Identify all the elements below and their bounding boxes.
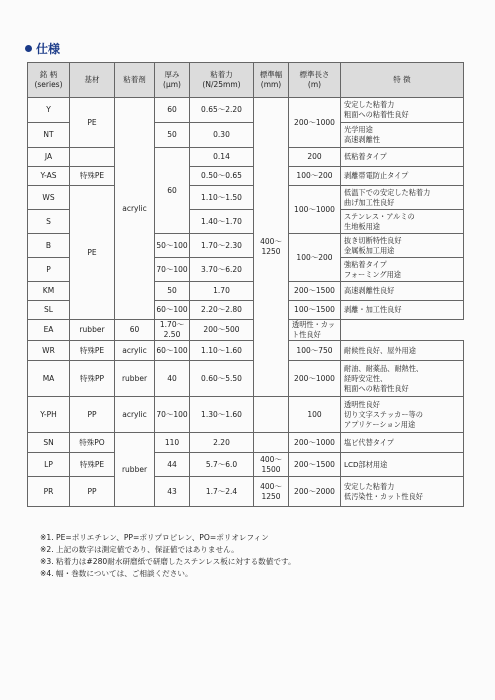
feature-cell: 低粘着タイプ <box>341 148 464 167</box>
series-cell: Y <box>28 98 70 123</box>
force-cell: 0.30 <box>190 123 254 148</box>
thickness-cell: 50～100 <box>155 234 190 258</box>
length-cell: 100～200 <box>289 167 341 186</box>
note: ※2. 上記の数字は測定値であり、保証値ではありません。 <box>40 545 239 554</box>
adhesive-cell: acrylic <box>115 98 155 320</box>
feature-cell: 耐油、耐薬品、耐熱性、 経時安定性、 粗面への粘着性良好 <box>341 361 464 397</box>
feature-cell: 低温下での安定した粘着力 曲げ加工性良好 <box>341 186 464 210</box>
thickness-cell: 70～100 <box>155 258 190 282</box>
thickness-cell: 60～100 <box>155 341 190 361</box>
table-row <box>28 98 464 123</box>
spec-table <box>27 62 464 507</box>
base-cell: 特殊PE <box>70 453 115 477</box>
length-cell: 100 <box>289 397 341 433</box>
adhesive-cell: rubber <box>70 320 115 341</box>
table-row <box>28 148 464 167</box>
table-row <box>28 186 464 210</box>
base-cell: 特殊PO <box>70 433 115 453</box>
feature-cell: 高速剥離性良好 <box>341 282 464 301</box>
feature-cell: 抜き切断特性良好 金属板加工用途 <box>341 234 464 258</box>
thickness-cell: 110 <box>155 433 190 453</box>
series-cell: S <box>28 210 70 234</box>
base-cell <box>70 148 115 167</box>
series-cell: LP <box>28 453 70 477</box>
length-cell: 200～1000 <box>289 361 341 397</box>
series-cell: SN <box>28 433 70 453</box>
force-cell: 3.70～6.20 <box>190 258 254 282</box>
header-length: 標準長さ (m) <box>289 63 341 98</box>
force-cell: 1.40～1.70 <box>190 210 254 234</box>
feature-cell: 剥離帯電防止タイプ <box>341 167 464 186</box>
force-cell: 1.10～1.60 <box>190 341 254 361</box>
section-title-text: 仕様 <box>36 42 61 56</box>
thickness-cell: 50 <box>155 282 190 301</box>
header-base: 基材 <box>70 63 115 98</box>
length-cell: 200～2000 <box>289 477 341 507</box>
series-cell: WR <box>28 341 70 361</box>
table-row <box>28 167 464 186</box>
series-cell: EA <box>28 320 70 341</box>
length-cell: 200～1500 <box>289 453 341 477</box>
base-cell: 特殊PE <box>70 167 115 186</box>
feature-cell: 安定した粘着力 粗面への粘着性良好 <box>341 98 464 123</box>
bullet-icon <box>25 45 32 52</box>
length-cell: 100～200 <box>289 234 341 282</box>
feature-cell: ステンレス・アルミの 生地板用途 <box>341 210 464 234</box>
feature-cell: 強粘着タイプ フォーミング用途 <box>341 258 464 282</box>
base-cell: PP <box>70 477 115 507</box>
feature-cell: 透明性・カット性良好 <box>289 320 341 341</box>
table-row <box>28 477 464 507</box>
force-cell: 0.60～5.50 <box>190 361 254 397</box>
series-cell: JA <box>28 148 70 167</box>
base-cell: PP <box>70 397 115 433</box>
series-cell: NT <box>28 123 70 148</box>
section-title <box>25 40 60 57</box>
thickness-cell: 60 <box>115 320 155 341</box>
width-cell: 400～ 1500 <box>254 453 289 477</box>
base-cell: PE <box>70 186 115 320</box>
series-cell: Y-AS <box>28 167 70 186</box>
force-cell: 0.65～2.20 <box>190 98 254 123</box>
table-row <box>28 341 464 361</box>
note: ※1. PE=ポリエチレン、PP=ポリプロピレン、PO=ポリオレフィン <box>40 533 269 542</box>
thickness-cell: 40 <box>155 361 190 397</box>
series-cell: P <box>28 258 70 282</box>
adhesive-cell: rubber <box>115 361 155 397</box>
feature-cell: 透明性良好 切り文字ステッカー等の アプリケーション用途 <box>341 397 464 433</box>
header-thickness: 厚み (μm) <box>155 63 190 98</box>
length-cell: 100～1500 <box>289 301 341 320</box>
feature-cell: 耐候性良好、屋外用途 <box>341 341 464 361</box>
header-series: 銘 柄 (series) <box>28 63 70 98</box>
adhesive-cell: rubber <box>115 433 155 507</box>
feature-cell: 安定した粘着力 低汚染性・カット性良好 <box>341 477 464 507</box>
length-cell: 100～1000 <box>289 186 341 234</box>
width-cell <box>254 397 289 433</box>
note: ※4. 幅・巻数については、ご相談ください。 <box>40 569 193 578</box>
table-row <box>28 453 464 477</box>
thickness-cell: 60 <box>155 98 190 123</box>
table-header-row <box>28 63 464 98</box>
series-cell: PR <box>28 477 70 507</box>
adhesive-cell: acrylic <box>115 397 155 433</box>
length-cell: 200～500 <box>190 320 254 341</box>
force-cell: 2.20 <box>190 433 254 453</box>
feature-cell: 光学用途 高速剥離性 <box>341 123 464 148</box>
force-cell: 1.10～1.50 <box>190 186 254 210</box>
feature-cell: 剥離・加工性良好 <box>341 301 464 320</box>
force-cell: 0.50～0.65 <box>190 167 254 186</box>
series-cell: B <box>28 234 70 258</box>
thickness-cell: 43 <box>155 477 190 507</box>
header-force: 粘着力 (N/25mm) <box>190 63 254 98</box>
thickness-cell: 70～100 <box>155 397 190 433</box>
series-cell: MA <box>28 361 70 397</box>
adhesive-cell: acrylic <box>115 341 155 361</box>
feature-cell: 塩ビ代替タイプ <box>341 433 464 453</box>
force-cell: 1.70～2.30 <box>190 234 254 258</box>
width-cell: 400～ 1250 <box>254 477 289 507</box>
length-cell: 200 <box>289 148 341 167</box>
table-row <box>28 320 464 341</box>
force-cell: 2.20～2.80 <box>190 301 254 320</box>
table-row <box>28 397 464 433</box>
table-row <box>28 433 464 453</box>
force-cell: 1.30～1.60 <box>190 397 254 433</box>
length-cell: 200～1500 <box>289 282 341 301</box>
series-cell: KM <box>28 282 70 301</box>
feature-cell: LCD部材用途 <box>341 453 464 477</box>
thickness-cell: 60 <box>155 148 190 234</box>
length-cell: 200～1000 <box>289 98 341 148</box>
header-feature: 特 徴 <box>341 63 464 98</box>
series-cell: WS <box>28 186 70 210</box>
thickness-cell: 60～100 <box>155 301 190 320</box>
base-cell: 特殊PP <box>70 361 115 397</box>
note: ※3. 粘着力は#280耐水研磨紙で研磨したステンレス板に対する数値です。 <box>40 557 296 566</box>
force-cell: 5.7～6.0 <box>190 453 254 477</box>
width-cell: 400～ 1250 <box>254 98 289 397</box>
header-adhesive: 粘着剤 <box>115 63 155 98</box>
width-cell <box>254 433 289 453</box>
series-cell: SL <box>28 301 70 320</box>
series-cell: Y-PH <box>28 397 70 433</box>
table-row <box>28 361 464 397</box>
force-cell: 1.7～2.4 <box>190 477 254 507</box>
base-cell: PE <box>70 98 115 148</box>
thickness-cell: 44 <box>155 453 190 477</box>
force-cell: 1.70～2.50 <box>155 320 190 341</box>
base-cell: 特殊PE <box>70 341 115 361</box>
length-cell: 200～1000 <box>289 433 341 453</box>
thickness-cell: 50 <box>155 123 190 148</box>
notes <box>40 532 296 580</box>
length-cell: 100～750 <box>289 341 341 361</box>
force-cell: 1.70 <box>190 282 254 301</box>
header-width: 標準幅 (mm) <box>254 63 289 98</box>
force-cell: 0.14 <box>190 148 254 167</box>
